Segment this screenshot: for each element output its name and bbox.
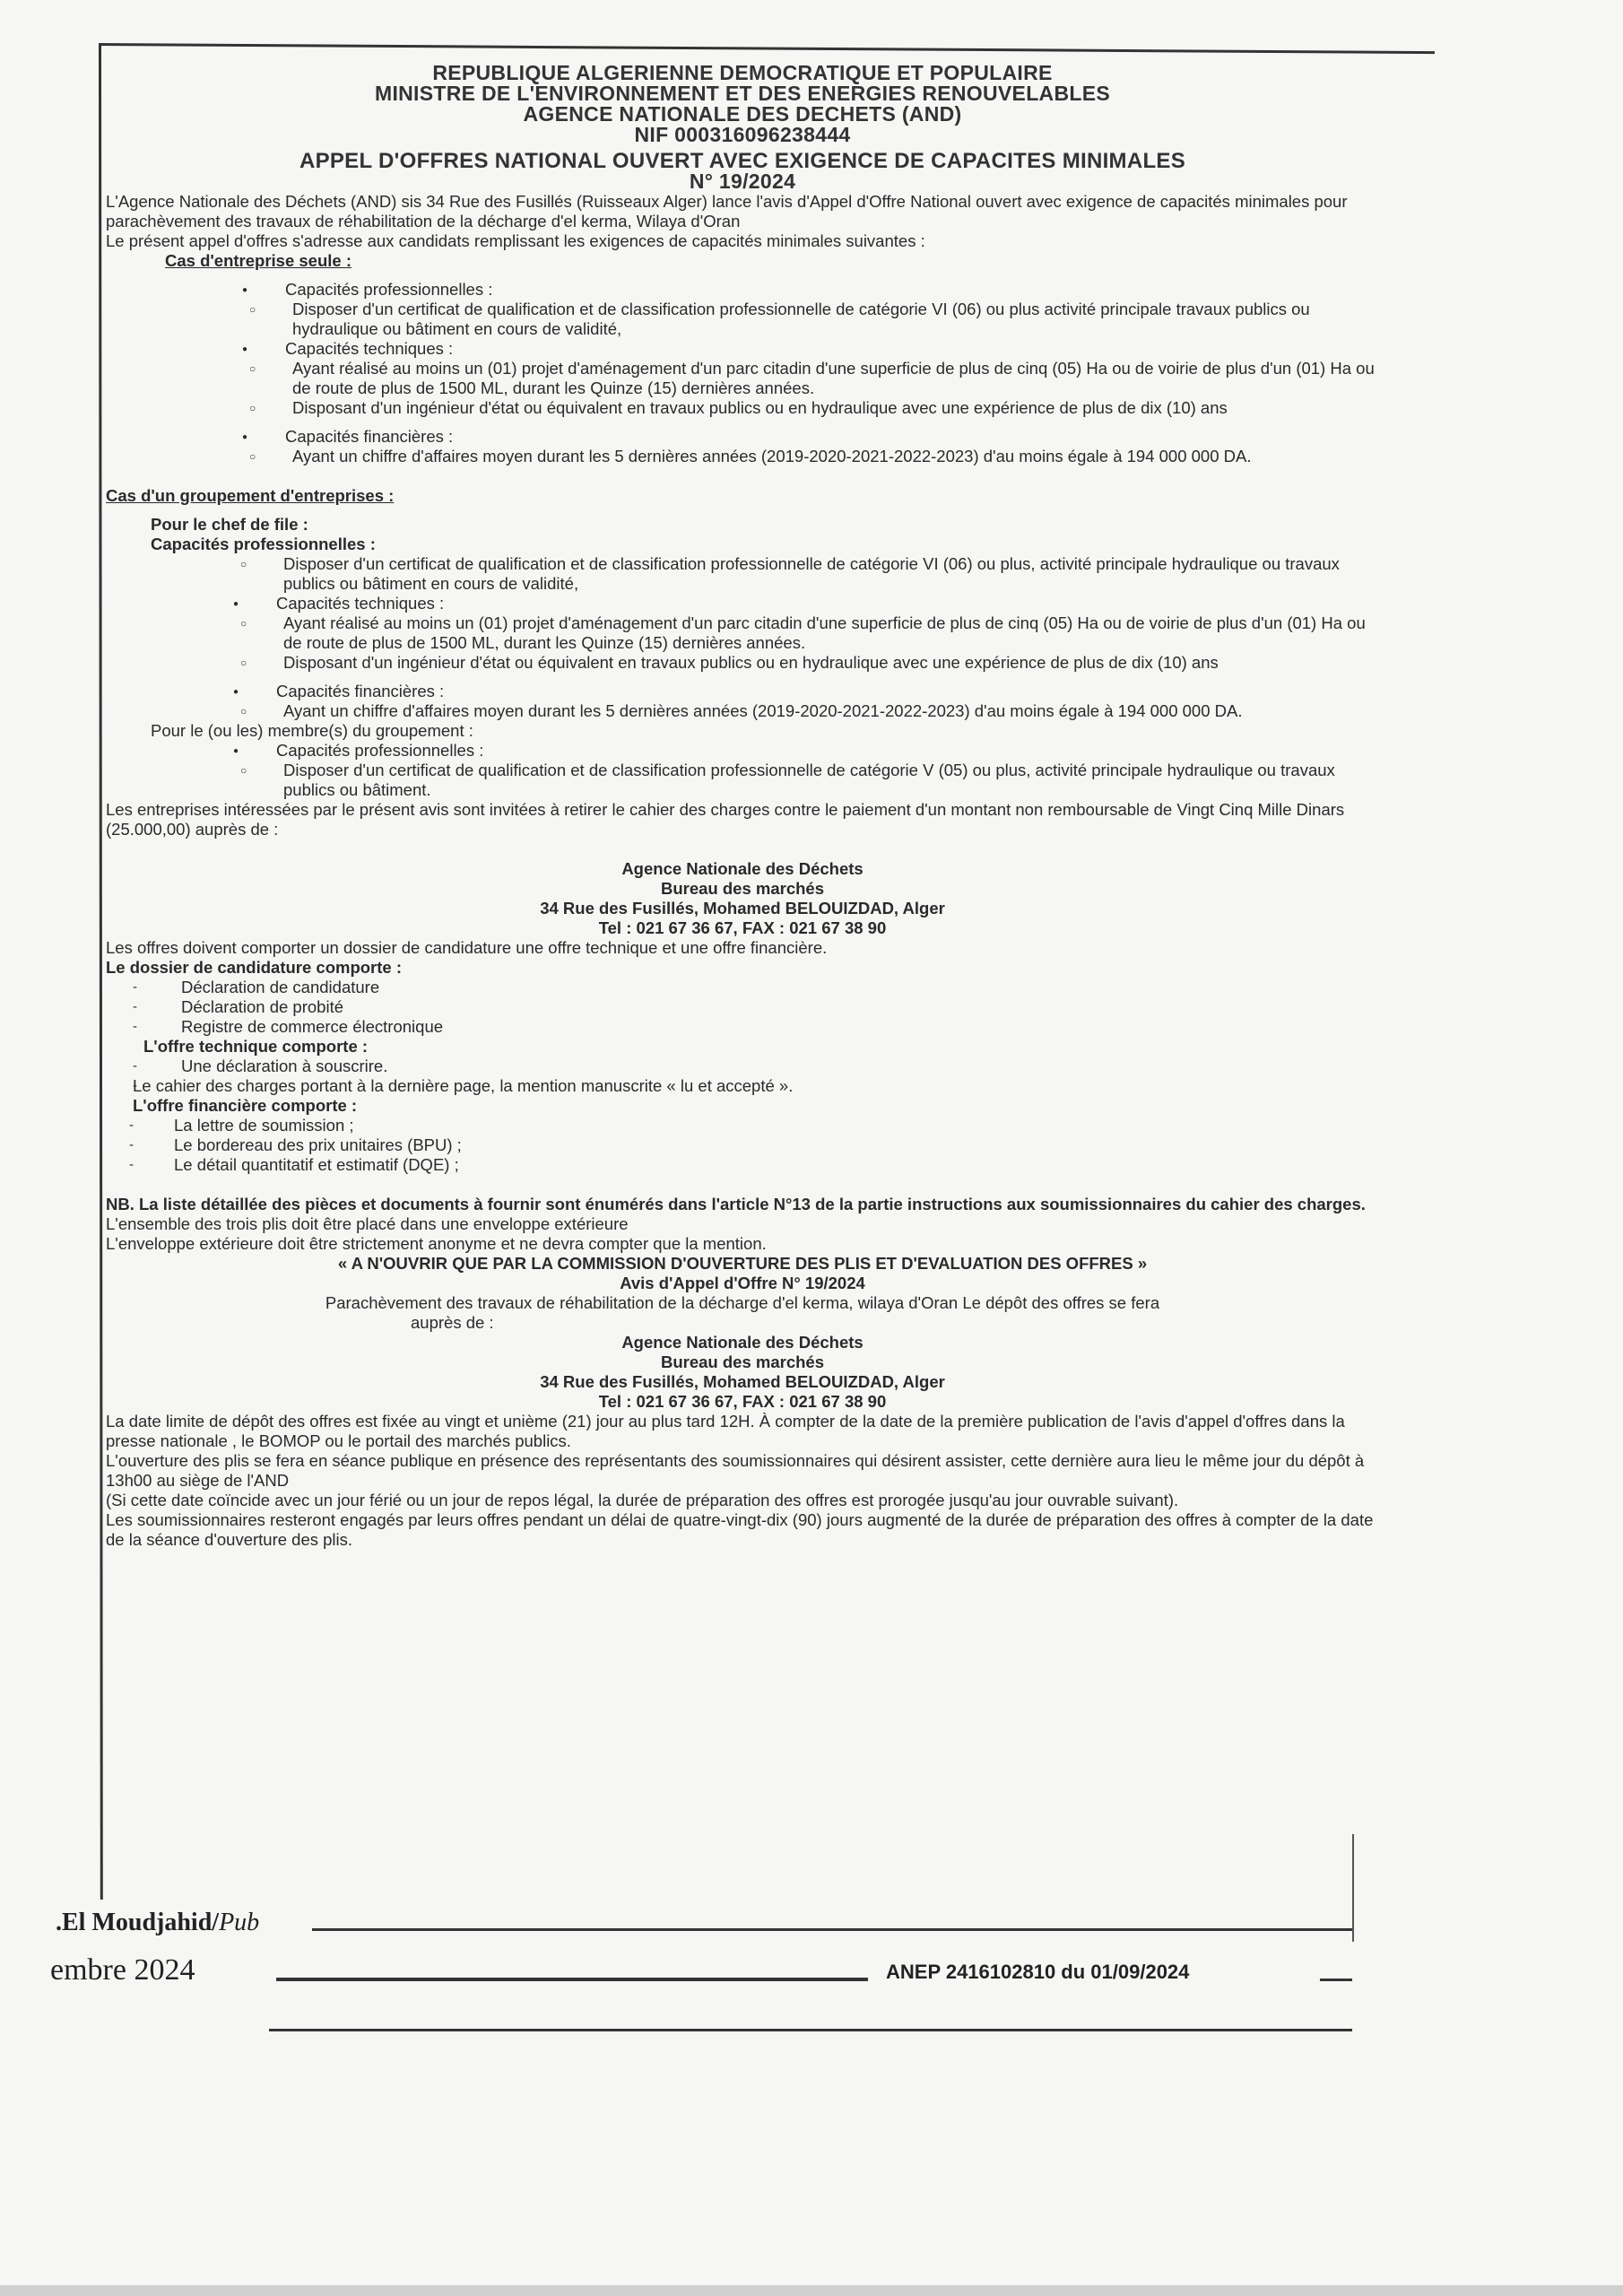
financiere-item-1: - La lettre de soumission ; (106, 1116, 1379, 1135)
offers-intro: Les offres doivent comporter un dossier de candidature une offre technique et une offre financière. (106, 938, 828, 957)
frame-left-rule (99, 43, 103, 1900)
footer-rule-3 (1320, 1979, 1352, 1981)
dossier-item-1: - Déclaration de candidature (106, 978, 1379, 997)
address2-office: Bureau des marchés (660, 1352, 824, 1371)
group-pro-label: Capacités professionnelles : (151, 535, 376, 553)
footer-rule-4 (269, 2029, 1352, 2031)
single-fin-item: ○ Ayant un chiffre d'affaires moyen durant les 5 dernières années (2019-2020-2021-2022-2023) d'au moins égale à 194 000 000 DA. (106, 447, 1379, 466)
address1-street: 34 Rue des Fusillés, Mohamed BELOUIZDAD, Alger (540, 899, 945, 918)
financiere-heading: L'offre financière comporte : (133, 1096, 358, 1115)
single-tech-label: ● Capacités techniques : (106, 339, 1379, 359)
envelope-mention: « A N'OUVRIR QUE PAR LA COMMISSION D'OUVERTURE DES PLIS ET D'EVALUATION DES OFFRES » (337, 1254, 1148, 1273)
footer-rule-1 (312, 1928, 1352, 1931)
avis-number: Avis d'Appel d'Offre N° 19/2024 (620, 1274, 865, 1292)
newspaper-source (56, 1909, 259, 1937)
deposit-line-1: Parachèvement des travaux de réhabilitation de la décharge d'el kerma, wilaya d'Oran Le dépôt des offres se fera (325, 1293, 1160, 1312)
tender-notice (106, 63, 1379, 1550)
newspaper-name: .El Moudjahid/ (56, 1909, 220, 1936)
group-pro-item: ○ Disposer d'un certificat de qualification et de classification professionnelle de catégorie VI (06) ou plus, activité principale hydraulique ou travaux publics ou bâtiment en cours de validité, (106, 554, 1379, 594)
dossier-item-3: - Registre de commerce électronique (106, 1017, 1379, 1037)
closing-deadline: La date limite de dépôt des offres est fixée au vingt et unième (21) jour au plus tard 12H. À compter de la date de la première publication de l'avis d'appel d'offres dans la presse nationale , le BOMOP ou le portail des marchés publics. (106, 1412, 1345, 1450)
technique-item-2: - Le cahier des charges portant à la dernière page, la mention manuscrite « lu et accepté ». (106, 1076, 1379, 1096)
single-fin-label: ● Capacités financières : (106, 427, 1379, 447)
envelope-line-1: L'ensemble des trois plis doit être placé dans une enveloppe extérieure (106, 1214, 629, 1233)
group-fin-label: ● Capacités financières : (106, 682, 1379, 701)
group-tech-item-2: ○ Disposant d'un ingénieur d'état ou équivalent en travaux publics ou en hydraulique avec une expérience de plus de dix (10) ans (106, 653, 1379, 673)
closing-opening: L'ouverture des plis se fera en séance publique en présence des représentants des soumissionnaires qui désirent assister, cette dernière aura lieu le même jour du dépôt à 13h00 au siège de l'AND (106, 1451, 1365, 1490)
footer-rule-2 (276, 1978, 868, 1981)
technique-heading: L'offre technique comporte : (143, 1037, 369, 1056)
group-member-pro-item: ○ Disposer d'un certificat de qualification et de classification professionnelle de catégorie V (05) ou plus, activité principale hydraulique ou travaux publics ou bâtiment. (106, 761, 1379, 800)
financiere-item-2: - Le bordereau des prix unitaires (BPU) ; (106, 1135, 1379, 1155)
group-fin-item: ○ Ayant un chiffre d'affaires moyen durant les 5 dernières années (2019-2020-2021-2022-2023) d'au moins égale à 194 000 000 DA. (106, 701, 1379, 721)
nb-paragraph: NB. La liste détaillée des pièces et documents à fournir sont énumérés dans l'article N°13 de la partie instructions aux soumissionnaires du cahier des charges. (106, 1195, 1366, 1213)
group-leader-label: Pour le chef de file : (151, 515, 308, 534)
group-member-pro-label: ● Capacités professionnelles : (106, 741, 1379, 761)
scan-edge (0, 2285, 1623, 2296)
financiere-item-3: - Le détail quantitatif et estimatif (DQE) ; (106, 1155, 1379, 1175)
dossier-item-2: - Déclaration de probité (106, 997, 1379, 1017)
address2-phone: Tel : 021 67 36 67, FAX : 021 67 38 90 (598, 1392, 887, 1411)
address2-name: Agence Nationale des Déchets (621, 1333, 864, 1352)
group-tech-item-1: ○ Ayant réalisé au moins un (01) projet d'aménagement d'un parc citadin d'une superficie de plus de cinq (05) Ha ou de voirie de plus d'un (01) Ha ou de route de plus de 1500 ML, durant les Quinze (15) dernières années. (106, 613, 1379, 653)
address1-name: Agence Nationale des Déchets (621, 859, 864, 878)
frame-right-rule (1352, 1834, 1354, 1942)
header-republic: REPUBLIQUE ALGERIENNE DEMOCRATIQUE ET POPULAIRE (432, 61, 1053, 84)
notice-number: N° 19/2024 (689, 170, 796, 193)
notice-title: APPEL D'OFFRES NATIONAL OUVERT AVEC EXIGENCE DE CAPACITES MINIMALES (299, 149, 1186, 173)
footer-month: embre 2024 (50, 1953, 195, 1987)
header-agency: AGENCE NATIONALE DES DECHETS (AND) (523, 102, 962, 126)
address1-phone: Tel : 021 67 36 67, FAX : 021 67 38 90 (598, 918, 887, 937)
group-tech-label: ● Capacités techniques : (106, 594, 1379, 613)
single-tech-item-1: ○ Ayant réalisé au moins un (01) projet d'aménagement d'un parc citadin d'une superficie de plus de cinq (05) Ha ou de voirie de plus d'un (01) Ha ou de route de plus de 1500 ML, durant les Quinze (15) dernières années. (106, 359, 1379, 398)
closing-holiday: (Si cette date coïncide avec un jour férié ou un jour de repos légal, la durée de préparation des offres est prorogée jusqu'au jour ouvrable suivant). (106, 1491, 1179, 1509)
deposit-line-2: auprès de : (411, 1313, 494, 1332)
single-pro-item: ○ Disposer d'un certificat de qualification et de classification professionnelle de catégorie VI (06) ou plus activité principale travaux publics ou hydraulique ou bâtiment en cours de validité, (106, 300, 1379, 339)
anep-reference: ANEP 2416102810 du 01/09/2024 (886, 1961, 1190, 1983)
address2-street: 34 Rue des Fusillés, Mohamed BELOUIZDAD, Alger (540, 1372, 945, 1391)
closing-validity: Les soumissionnaires resteront engagés par leurs offres pendant un délai de quatre-vingt-dix (90) jours augmenté de la durée de préparation des offres à compter de la date de la séance d'ouverture des plis. (106, 1510, 1374, 1549)
intro-requirements: Le présent appel d'offres s'adresse aux candidats remplissant les exigences de capacités minimales suivantes : (106, 231, 925, 250)
header-nif: NIF 000316096238444 (634, 123, 851, 146)
address1-office: Bureau des marchés (660, 879, 824, 898)
dossier-heading: Le dossier de candidature comporte : (106, 958, 402, 977)
frame-top-rule (100, 43, 1435, 54)
group-heading: Cas d'un groupement d'entreprises : (106, 486, 395, 505)
envelope-line-2: L'enveloppe extérieure doit être strictement anonyme et ne devra compter que la mention. (106, 1234, 767, 1253)
newspaper-pub: Pub (219, 1909, 260, 1936)
single-tech-item-2: ○ Disposant d'un ingénieur d'état ou équivalent en travaux publics ou en hydraulique avec une expérience de plus de dix (10) ans (106, 398, 1379, 418)
withdrawal-paragraph: Les entreprises intéressées par le présent avis sont invitées à retirer le cahier des charges contre le paiement d'un montant non remboursable de Vingt Cinq Mille Dinars (25.000,00) auprès de : (106, 800, 1345, 839)
single-company-heading: Cas d'entreprise seule : (165, 251, 352, 270)
technique-item-1: - Une déclaration à souscrire. (106, 1057, 1379, 1076)
group-members-label: Pour le (ou les) membre(s) du groupement : (151, 721, 473, 740)
intro-paragraph: L'Agence Nationale des Déchets (AND) sis 34 Rue des Fusillés (Ruisseaux Alger) lance l'avis d'Appel d'Offre National ouvert avec exigence de capacités minimales pour parachèvement des travaux de réhabilitation de la décharge d'el kerma, Wilaya d'Oran (106, 192, 1348, 230)
single-pro-label: ● Capacités professionnelles : (106, 280, 1379, 300)
header-ministry: MINISTRE DE L'ENVIRONNEMENT ET DES ENERGIES RENOUVELABLES (375, 82, 1110, 105)
